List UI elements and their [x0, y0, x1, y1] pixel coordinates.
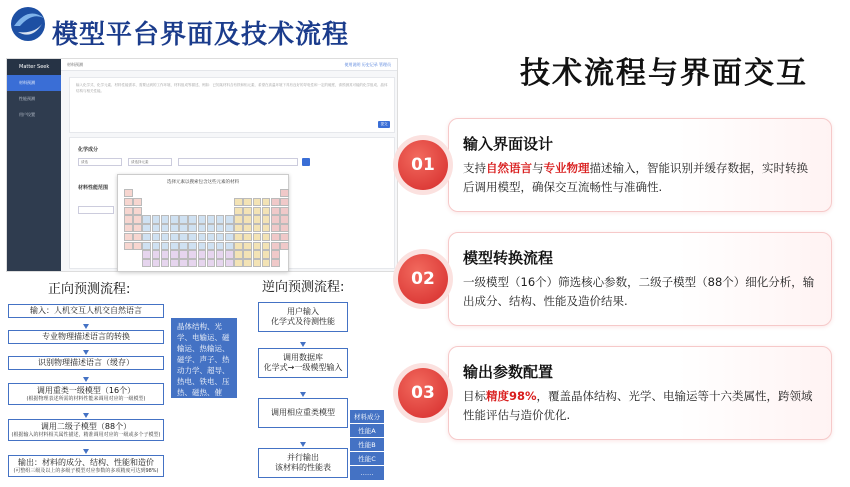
query-input-card[interactable]	[69, 77, 395, 133]
element-cell[interactable]	[207, 224, 216, 232]
element-cell	[207, 207, 216, 215]
element-cell[interactable]	[216, 242, 225, 250]
element-cell[interactable]	[262, 242, 271, 250]
element-cell[interactable]	[280, 207, 289, 215]
element-cell	[207, 198, 216, 206]
apply-button[interactable]	[302, 158, 310, 166]
element-cell	[280, 259, 289, 267]
element-cell[interactable]	[234, 224, 243, 232]
popup-title: 选择元素以搜索包含这些元素的材料	[167, 180, 239, 185]
element-cell	[161, 189, 170, 197]
element-cell[interactable]	[133, 233, 142, 241]
element-cell[interactable]	[234, 259, 243, 267]
page-title: 模型平台界面及技术流程	[52, 20, 350, 50]
element-cell	[152, 207, 161, 215]
element-cell[interactable]	[271, 233, 280, 241]
element-cell[interactable]	[152, 224, 161, 232]
element-cell[interactable]	[243, 242, 252, 250]
element-cell	[170, 198, 179, 206]
element-cell[interactable]	[234, 198, 243, 206]
element-cell[interactable]	[225, 250, 234, 258]
step-heading: 模型转换流程	[463, 249, 554, 267]
query-hint: 输入化学式、化学元素、材料性能需求、需要达到的工作环境、材料组成等描述，例如：已知某材料含有铁和铝元素，希望在高温环境下具有良好的导电性和一定的硬度，请预测其可能的化学组成、晶体结构与相关性能。	[76, 83, 388, 93]
element-cell	[207, 189, 216, 197]
element-cell[interactable]	[207, 233, 216, 241]
element-cell	[234, 189, 243, 197]
element-cell[interactable]	[243, 233, 252, 241]
element-cell[interactable]	[142, 242, 151, 250]
element-cell[interactable]	[262, 250, 271, 258]
element-cell[interactable]	[234, 233, 243, 241]
element-cell[interactable]	[152, 215, 161, 223]
element-cell[interactable]	[253, 198, 262, 206]
reverse-flow-title: 逆向预测流程:	[262, 280, 345, 295]
element-cell[interactable]	[179, 224, 188, 232]
element-cell[interactable]	[198, 242, 207, 250]
element-cell	[161, 198, 170, 206]
reverse-step: 调用数据库 化学式→一级模型输入	[258, 348, 348, 378]
brand-name: Matter Seek	[7, 59, 61, 75]
forward-step: 输入：人机交互人机交自然语言	[8, 304, 164, 318]
properties-list: 晶体结构、光学、电输运、磁输运、热输运、磁学、声子、热动力学、超导、热电、铁电、压热、磁热、催化、机械、造价	[171, 318, 237, 398]
step-text: 支持自然语言与专业物理描述输入，智能识别并缓存数据，实时转换后调用模型，确保交互流畅性与准确性.	[463, 161, 808, 194]
element-cell[interactable]	[271, 198, 280, 206]
forward-step: 输出：材料的成分、结构、性能和造价 (可整组三级及以上的多级子模型对应参数的多项精度可达到98%)	[8, 455, 164, 477]
sidebar-item-settings[interactable]: 用户设置	[19, 112, 35, 117]
step-number-3: 03	[398, 368, 448, 418]
step-card-2	[448, 232, 832, 326]
element-cell[interactable]	[225, 242, 234, 250]
element-cell[interactable]	[198, 259, 207, 267]
element-cell	[216, 189, 225, 197]
element-cell	[133, 259, 142, 267]
element-cell[interactable]	[188, 224, 197, 232]
element-cell[interactable]	[124, 215, 133, 223]
element-cell[interactable]	[179, 259, 188, 267]
element-cell[interactable]	[179, 250, 188, 258]
element-cell[interactable]	[179, 242, 188, 250]
material-label: 材料性能范围	[78, 185, 109, 191]
element-cell[interactable]	[262, 215, 271, 223]
element-cell[interactable]	[234, 250, 243, 258]
flow-arrow	[83, 413, 89, 418]
element-cell[interactable]	[170, 250, 179, 258]
element-cell[interactable]	[188, 242, 197, 250]
element-cell[interactable]	[280, 198, 289, 206]
element-cell	[243, 189, 252, 197]
step-card-1	[448, 118, 832, 212]
element-cell[interactable]	[216, 215, 225, 223]
element-cell	[142, 198, 151, 206]
element-cell[interactable]	[142, 259, 151, 267]
reverse-step: 调用相应重类模型	[258, 398, 348, 428]
element-cell[interactable]	[152, 250, 161, 258]
element-cell[interactable]	[133, 224, 142, 232]
element-cell[interactable]	[271, 250, 280, 258]
forward-flow-title: 正向预测流程:	[48, 282, 131, 297]
forward-step: 调用重类一级模型（16个） (根据物理表述所需的材料性能来调用对应的一级模型)	[8, 383, 164, 405]
flow-arrow	[83, 377, 89, 382]
element-input[interactable]	[178, 158, 298, 166]
element-cell[interactable]	[188, 259, 197, 267]
topbar-right[interactable]: 使用说明 历史记录 管理员	[344, 62, 391, 67]
element-cell[interactable]	[253, 242, 262, 250]
element-cell[interactable]	[243, 224, 252, 232]
element-cell[interactable]	[234, 242, 243, 250]
element-cell[interactable]	[207, 215, 216, 223]
element-cell[interactable]	[124, 233, 133, 241]
element-cell	[188, 198, 197, 206]
element-cell	[280, 250, 289, 258]
element-cell	[152, 198, 161, 206]
element-cell[interactable]	[133, 198, 142, 206]
element-cell[interactable]	[198, 233, 207, 241]
element-cell[interactable]	[262, 233, 271, 241]
forward-step: 专业物理描述语言的转换	[8, 330, 164, 344]
element-cell	[188, 189, 197, 197]
element-cell	[170, 207, 179, 215]
range-select[interactable]	[78, 206, 114, 214]
element-cell	[161, 207, 170, 215]
element-cell	[179, 189, 188, 197]
element-cell	[152, 189, 161, 197]
element-cell	[133, 189, 142, 197]
periodic-table-popup	[117, 174, 289, 272]
element-cell[interactable]	[243, 198, 252, 206]
element-cell[interactable]	[262, 224, 271, 232]
element-cell[interactable]	[124, 224, 133, 232]
element-cell	[142, 207, 151, 215]
element-cell[interactable]	[253, 250, 262, 258]
element-cell[interactable]	[253, 259, 262, 267]
element-cell	[179, 198, 188, 206]
chem-label: 化学成分	[78, 147, 99, 153]
element-cell[interactable]	[216, 250, 225, 258]
element-cell	[216, 207, 225, 215]
element-cell[interactable]	[179, 233, 188, 241]
step-heading: 输出参数配置	[463, 363, 554, 381]
reverse-step: 用户输入 化学式及待测性能	[258, 302, 348, 332]
element-cell[interactable]	[188, 215, 197, 223]
element-cell	[216, 198, 225, 206]
element-cell[interactable]	[142, 233, 151, 241]
chem-select[interactable]: 请选	[78, 158, 122, 166]
element-cell[interactable]	[133, 215, 142, 223]
element-cell[interactable]	[133, 207, 142, 215]
element-cell[interactable]	[124, 242, 133, 250]
element-cell[interactable]	[207, 242, 216, 250]
element-cell[interactable]	[170, 233, 179, 241]
element-cell[interactable]	[207, 259, 216, 267]
element-cell[interactable]	[161, 233, 170, 241]
flow-arrow	[83, 449, 89, 454]
topbar-label: 材料预测	[67, 62, 83, 67]
element-cell[interactable]	[142, 215, 151, 223]
element-cell	[124, 250, 133, 258]
forward-step: 识别物理描述语言（缓存）	[8, 356, 164, 370]
flow-arrow	[83, 350, 89, 355]
flow-arrow	[300, 392, 306, 397]
element-cell[interactable]	[124, 189, 133, 197]
topbar	[61, 59, 397, 71]
element-cell[interactable]	[152, 242, 161, 250]
element-cell	[124, 259, 133, 267]
step-heading: 输入界面设计	[463, 135, 554, 153]
platform-logo-icon	[8, 4, 50, 44]
element-cell[interactable]	[124, 198, 133, 206]
flow-arrow	[83, 324, 89, 329]
element-cell[interactable]	[234, 207, 243, 215]
element-cell[interactable]	[225, 224, 234, 232]
element-cell[interactable]	[207, 250, 216, 258]
element-cell[interactable]	[170, 242, 179, 250]
submit-button[interactable]: 提交	[378, 121, 390, 128]
element-cell[interactable]	[124, 207, 133, 215]
element-cell	[170, 189, 179, 197]
prop-b: 性能B	[350, 438, 384, 452]
element-cell[interactable]	[133, 242, 142, 250]
element-cell[interactable]	[142, 250, 151, 258]
flow-arrow	[300, 342, 306, 347]
element-cell[interactable]	[225, 259, 234, 267]
element-cell	[225, 189, 234, 197]
element-cell[interactable]	[253, 233, 262, 241]
step-number-1: 01	[398, 140, 448, 190]
element-cell[interactable]	[243, 207, 252, 215]
element-cell[interactable]	[198, 224, 207, 232]
element-cell	[225, 198, 234, 206]
element-cell[interactable]	[271, 259, 280, 267]
step-text: 一级模型（16个）筛选核心参数，二级子模型（88个）细化分析，输出成分、结构、性能及造价结果.	[463, 275, 815, 308]
element-cell[interactable]	[280, 233, 289, 241]
element-cell[interactable]	[243, 259, 252, 267]
element-cell[interactable]	[253, 215, 262, 223]
element-cell[interactable]	[271, 242, 280, 250]
element-cell[interactable]	[161, 215, 170, 223]
element-cell	[198, 198, 207, 206]
element-cell[interactable]	[161, 250, 170, 258]
element-cell	[253, 189, 262, 197]
element-cell[interactable]	[280, 224, 289, 232]
element-cell	[179, 207, 188, 215]
element-cell[interactable]	[152, 259, 161, 267]
element-cell[interactable]	[179, 215, 188, 223]
element-cell[interactable]	[198, 250, 207, 258]
prop-c: 性能C	[350, 452, 384, 466]
reverse-step: 并行输出 该材料的性能表	[258, 448, 348, 478]
element-select[interactable]: 请选择元素	[128, 158, 172, 166]
element-cell	[225, 207, 234, 215]
element-cell[interactable]	[262, 207, 271, 215]
element-cell[interactable]	[280, 242, 289, 250]
flow-arrow	[300, 442, 306, 447]
element-cell[interactable]	[198, 215, 207, 223]
element-cell[interactable]	[271, 207, 280, 215]
element-cell[interactable]	[262, 198, 271, 206]
element-cell[interactable]	[170, 259, 179, 267]
prop-header: 材料成分	[350, 410, 384, 424]
element-cell[interactable]	[243, 215, 252, 223]
element-cell[interactable]	[271, 224, 280, 232]
element-cell[interactable]	[225, 233, 234, 241]
element-cell[interactable]	[161, 242, 170, 250]
element-cell	[133, 250, 142, 258]
element-cell	[262, 189, 271, 197]
step-number-2: 02	[398, 254, 448, 304]
forward-step: 调用二级子模型（88个） (根据输入的材料相关属性描述，精准调用对应的一级或多个子模型)	[8, 419, 164, 441]
element-cell[interactable]	[170, 215, 179, 223]
element-cell[interactable]	[142, 224, 151, 232]
element-cell[interactable]	[188, 233, 197, 241]
element-cell	[142, 189, 151, 197]
element-cell[interactable]	[262, 259, 271, 267]
element-cell[interactable]	[161, 259, 170, 267]
periodic-grid[interactable]	[124, 189, 289, 267]
element-cell[interactable]	[188, 250, 197, 258]
element-cell[interactable]	[216, 233, 225, 241]
element-cell[interactable]	[280, 189, 289, 197]
property-table	[350, 410, 384, 480]
element-cell[interactable]	[161, 224, 170, 232]
element-cell[interactable]	[271, 215, 280, 223]
step-text: 目标精度98%，覆盖晶体结构、光学、电输运等十六类属性，跨领域性能评估与造价优化.	[463, 389, 813, 422]
element-cell	[188, 207, 197, 215]
element-cell[interactable]	[234, 215, 243, 223]
element-cell[interactable]	[253, 207, 262, 215]
element-cell[interactable]	[225, 215, 234, 223]
element-cell[interactable]	[216, 259, 225, 267]
element-cell	[271, 189, 280, 197]
element-cell[interactable]	[280, 215, 289, 223]
element-cell	[198, 189, 207, 197]
sidebar	[7, 59, 61, 271]
element-cell[interactable]	[253, 224, 262, 232]
prop-a: 性能A	[350, 424, 384, 438]
sidebar-item-material[interactable]: 材料预测	[7, 75, 61, 91]
section-title: 技术流程与界面交互	[520, 56, 808, 91]
step-card-3	[448, 346, 832, 440]
prop-more: ……	[360, 469, 374, 477]
element-cell[interactable]	[152, 233, 161, 241]
element-cell[interactable]	[216, 224, 225, 232]
element-cell[interactable]	[243, 250, 252, 258]
element-cell	[198, 207, 207, 215]
element-cell[interactable]	[170, 224, 179, 232]
sidebar-item-performance[interactable]: 性能预测	[19, 96, 35, 101]
